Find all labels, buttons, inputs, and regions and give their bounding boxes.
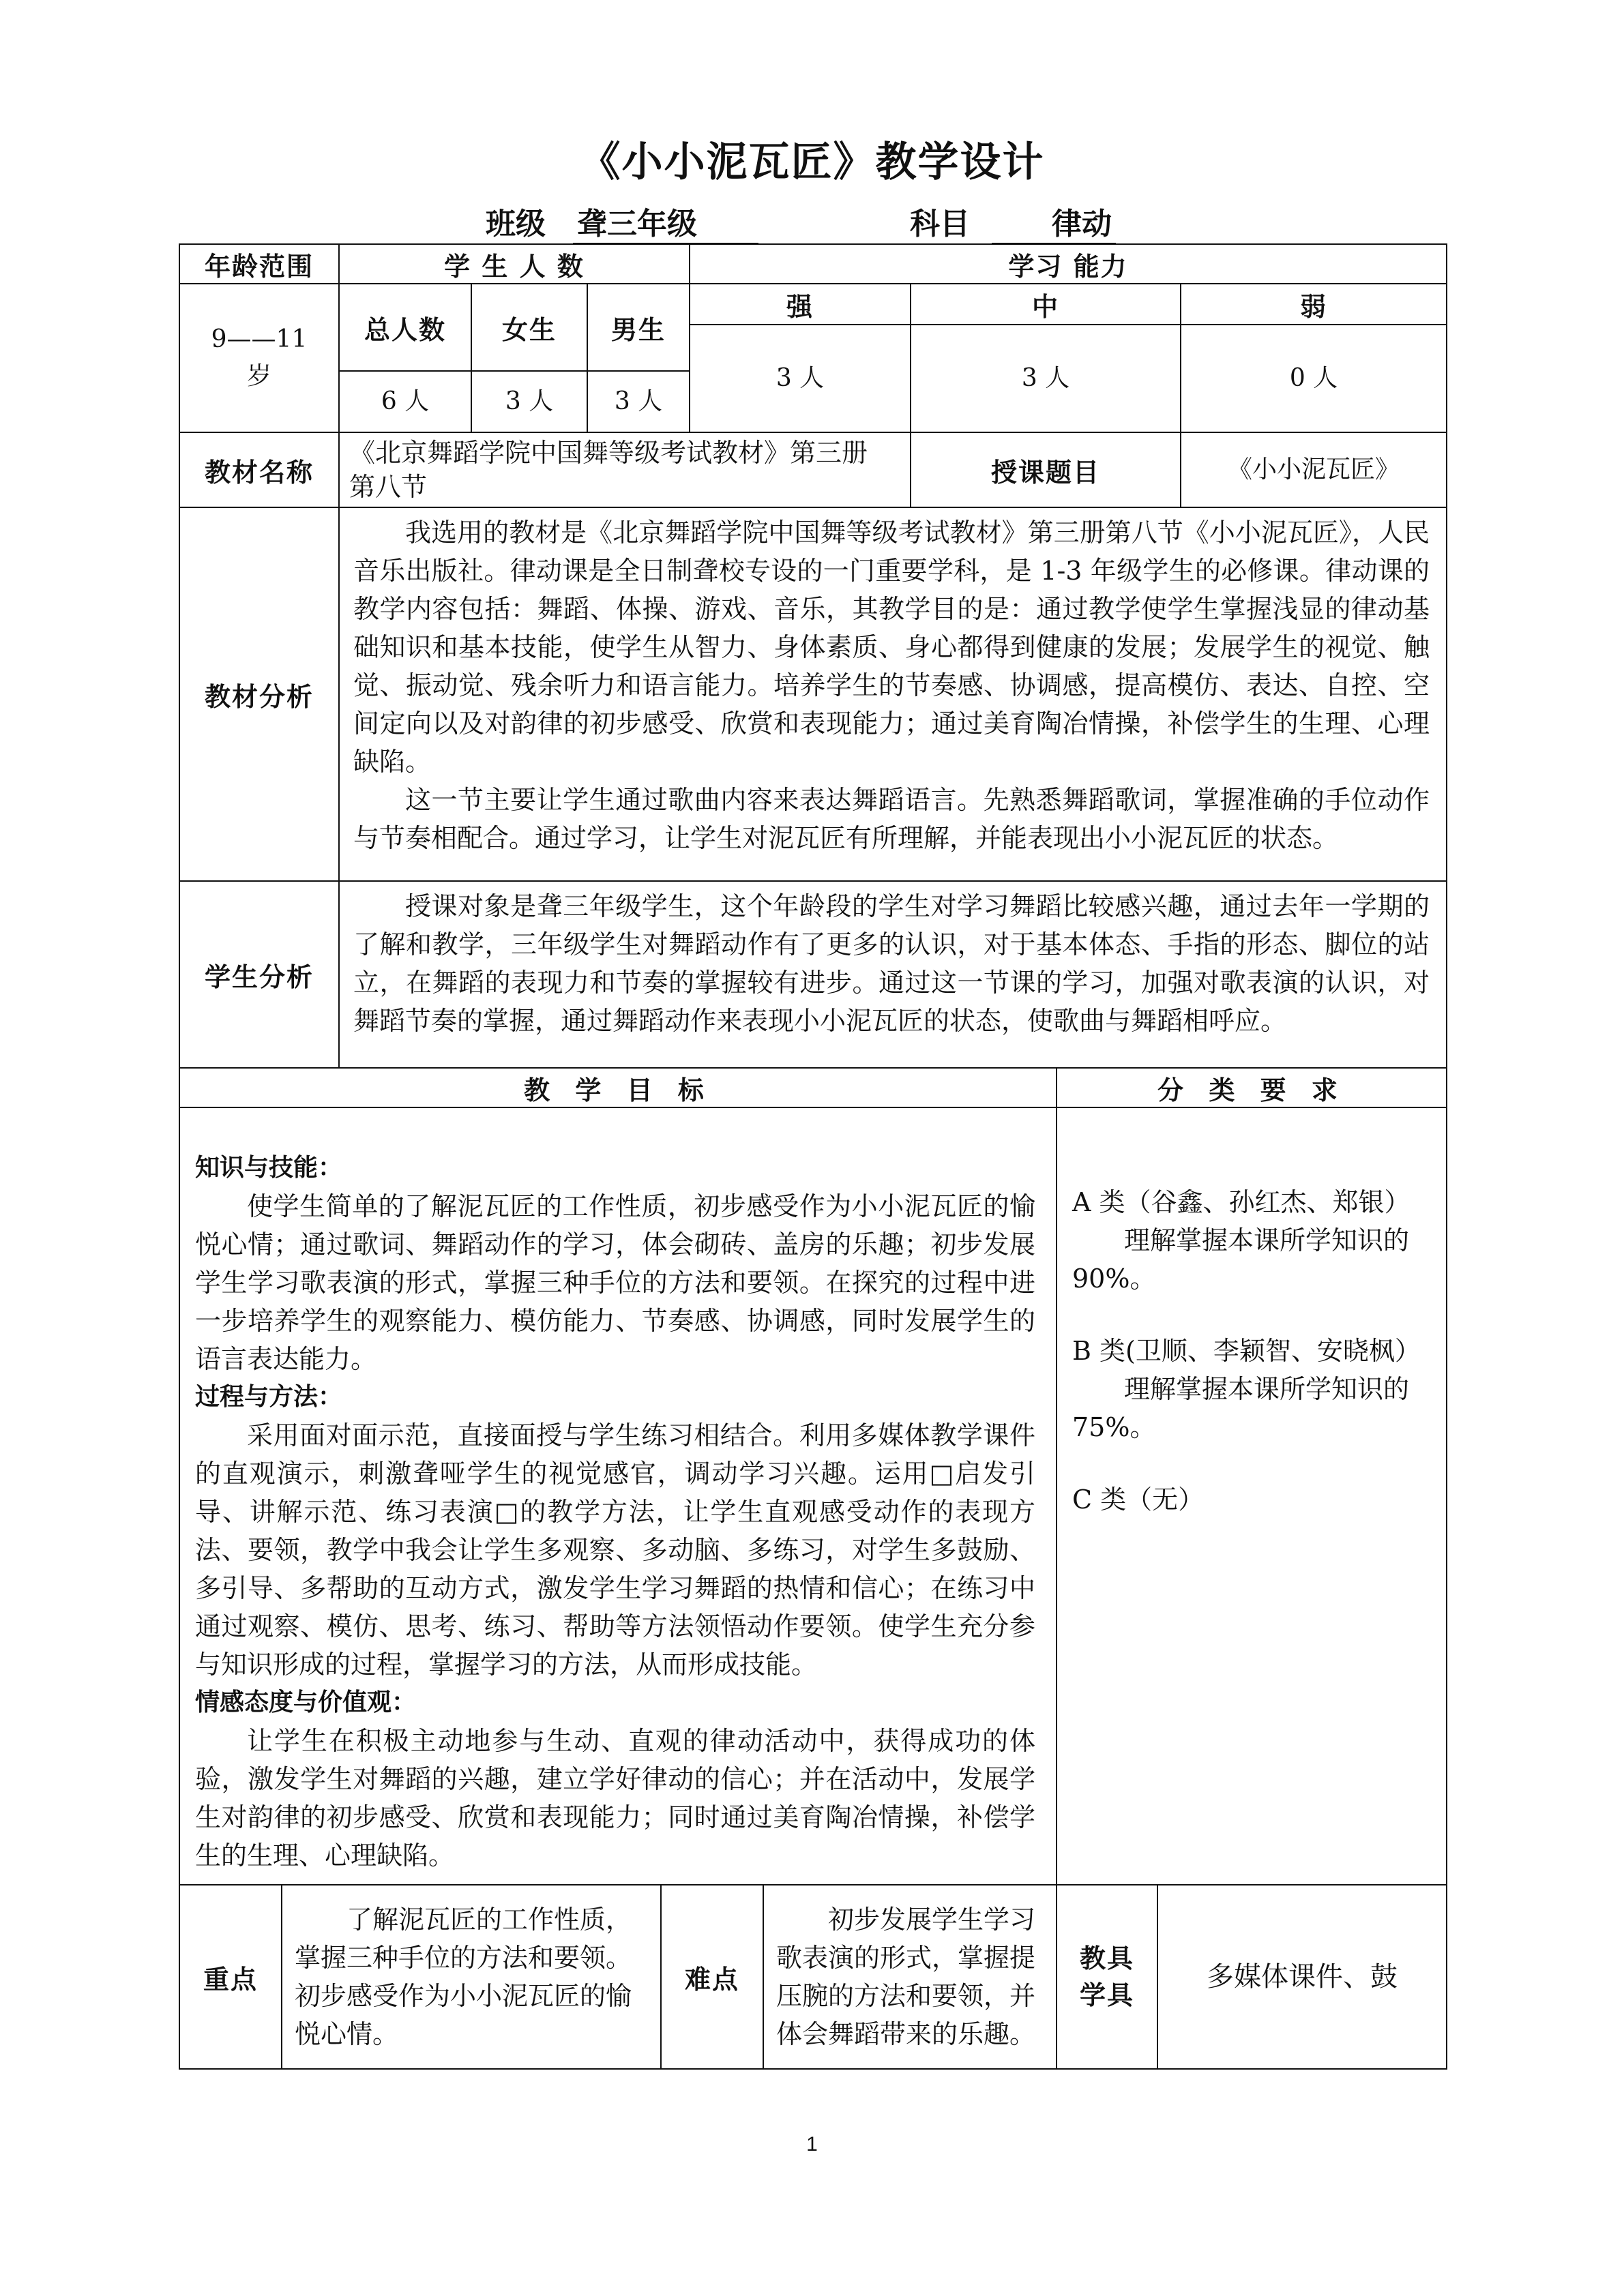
material-name-value: 《北京舞蹈学院中国舞等级考试教材》第三册第八节 bbox=[338, 432, 911, 508]
material-name-label: 教材名称 bbox=[179, 432, 340, 508]
class-b-requirement: 理解掌握本课所学知识的 75%。 bbox=[1072, 1374, 1410, 1442]
student-analysis-p1: 授课对象是聋三年级学生，这个年龄段的学生对学习舞蹈比较感兴趣，通过去年一学期的了解和教学，三年级学生对舞蹈动作有了更多的认识，对于基本体态、手指的形态、脚位的站立，在舞蹈的表现力和节奏的掌握较有进步。通过这一节课的学习，加强对歌表演的认识，对舞蹈节奏的掌握，通过舞蹈动作来表现小小泥瓦匠的状态，使歌曲与舞蹈相呼应。 bbox=[353, 891, 1430, 1036]
weak-value: 0 人 bbox=[1180, 324, 1447, 433]
class-value: 聋三年级 bbox=[573, 199, 758, 245]
difficulty-paragraph: 初步发展学生学习歌表演的形式，掌握提压腕的方法和要领，并体会舞蹈带来的乐趣。 bbox=[776, 1905, 1036, 2049]
total-value: 6 人 bbox=[338, 370, 472, 433]
medium-label: 中 bbox=[910, 283, 1181, 325]
total-label: 总人数 bbox=[338, 283, 472, 372]
ability-label: 学习 能力 bbox=[689, 243, 1447, 284]
classification-header: 分 类 要 求 bbox=[1056, 1067, 1447, 1108]
student-analysis-text bbox=[338, 880, 1447, 1069]
age-range-label: 年龄范围 bbox=[179, 243, 340, 284]
material-analysis-p1: 我选用的教材是《北京舞蹈学院中国舞等级考试教材》第三册第八节《小小泥瓦匠》，人民音乐出版社。律动课是全日制聋校专设的一门重要学科，是 1-3 年级学生的必修课。律动课的教学内容包括：舞蹈、体操、游戏、音乐，其教学目的是：通过教学使学生掌握浅显的律动基础知识和基本技能，使学生从智力、身体素质、身心都得到健康的发展；发展学生的视觉、触觉、振动觉、残余听力和语言能力。培养学生的节奏感、协调感，提高模仿、表达、自控、空间定向以及对韵律的初步感受、欣赏和表现能力；通过美育陶冶情操，补偿学生的生理、心理缺陷。 bbox=[353, 518, 1430, 777]
male-label: 男生 bbox=[587, 283, 690, 372]
difficulty-label: 难点 bbox=[660, 1884, 764, 2070]
emotion-title: 情感态度与价值观： bbox=[195, 1688, 417, 1716]
process-title: 过程与方法： bbox=[195, 1383, 343, 1411]
difficulty-text bbox=[763, 1884, 1057, 2070]
subject-label: 科目 bbox=[910, 207, 970, 241]
class-c-name: C 类（无） bbox=[1072, 1485, 1205, 1515]
material-analysis-text bbox=[338, 507, 1447, 882]
classification-content bbox=[1056, 1107, 1447, 1885]
strong-value: 3 人 bbox=[689, 324, 911, 433]
subject-value: 律动 bbox=[992, 199, 1116, 245]
female-label: 女生 bbox=[471, 283, 588, 372]
process-text: 采用面对面示范，直接面授与学生练习相结合。利用多媒体教学课件的直观演示，刺激聋哑学生的视觉感官，调动学习兴趣。运用□启发引导、讲解示范、练习表演□的教学方法，让学生直观感受动作的表现方法、要领，教学中我会让学生多观察、多动脑、多练习，对学生多鼓励、多引导、多帮助的互动方式，激发学生学习舞蹈的热情和信心；在练习中通过观察、模仿、思考、练习、帮助等方法领悟动作要领。使学生充分参与知识形成的过程，掌握学习的方法，从而形成技能。 bbox=[195, 1420, 1035, 1680]
knowledge-title: 知识与技能： bbox=[195, 1154, 343, 1182]
objectives-content bbox=[179, 1107, 1057, 1885]
page-number: 1 bbox=[806, 2133, 818, 2156]
key-point-text bbox=[281, 1884, 662, 2070]
student-analysis-label: 学生分析 bbox=[179, 880, 340, 1069]
key-point-paragraph: 了解泥瓦匠的工作性质，掌握三种手位的方法和要领。初步感受作为小小泥瓦匠的愉悦心情。 bbox=[295, 1905, 632, 2049]
objectives-header: 教 学 目 标 bbox=[179, 1067, 1057, 1108]
knowledge-text: 使学生简单的了解泥瓦匠的工作性质，初步感受作为小小泥瓦匠的愉悦心情；通过歌词、舞蹈动作的学习，体会砌砖、盖房的乐趣；初步发展学生学习歌表演的形式，掌握三种手位的方法和要领。在探究的过程中进一步培养学生的观察能力、模仿能力、节奏感、协调感，同时发展学生的语言表达能力。 bbox=[195, 1191, 1035, 1374]
tools-label: 教具学具 bbox=[1056, 1884, 1158, 2070]
student-count-label: 学 生 人 数 bbox=[338, 243, 690, 284]
class-a-requirement: 理解掌握本课所学知识的 90%。 bbox=[1072, 1225, 1410, 1294]
tools-value: 多媒体课件、鼓 bbox=[1157, 1884, 1447, 2070]
key-point-label: 重点 bbox=[179, 1884, 282, 2070]
material-analysis-label: 教材分析 bbox=[179, 507, 340, 882]
female-value: 3 人 bbox=[471, 370, 588, 433]
class-label: 班级 bbox=[486, 207, 546, 241]
emotion-text: 让学生在积极主动地参与生动、直观的律动活动中，获得成功的体验，激发学生对舞蹈的兴趣，建立学好律动的信心；并在活动中，发展学生对韵律的初步感受、欣赏和表现能力；同时通过美育陶冶情操，补偿学生的生理、心理缺陷。 bbox=[195, 1726, 1035, 1870]
weak-label: 弱 bbox=[1180, 283, 1447, 325]
age-range-value: 9——11岁 bbox=[179, 283, 340, 433]
male-value: 3 人 bbox=[587, 370, 690, 433]
class-b-name: B 类(卫顺、李颖智、安晓枫） bbox=[1072, 1336, 1421, 1366]
strong-label: 强 bbox=[689, 283, 911, 325]
page-title: 《小小泥瓦匠》教学设计 bbox=[579, 138, 1045, 186]
material-analysis-p2: 这一节主要让学生通过歌曲内容来表达舞蹈语言。先熟悉舞蹈歌词，掌握准确的手位动作与节奏相配合。通过学习，让学生对泥瓦匠有所理解，并能表现出小小泥瓦匠的状态。 bbox=[353, 785, 1430, 853]
medium-value: 3 人 bbox=[910, 324, 1181, 433]
topic-value: 《小小泥瓦匠》 bbox=[1180, 432, 1447, 508]
topic-label: 授课题目 bbox=[910, 432, 1181, 508]
class-a-name: A 类（谷鑫、孙红杰、郑银） bbox=[1072, 1187, 1411, 1217]
